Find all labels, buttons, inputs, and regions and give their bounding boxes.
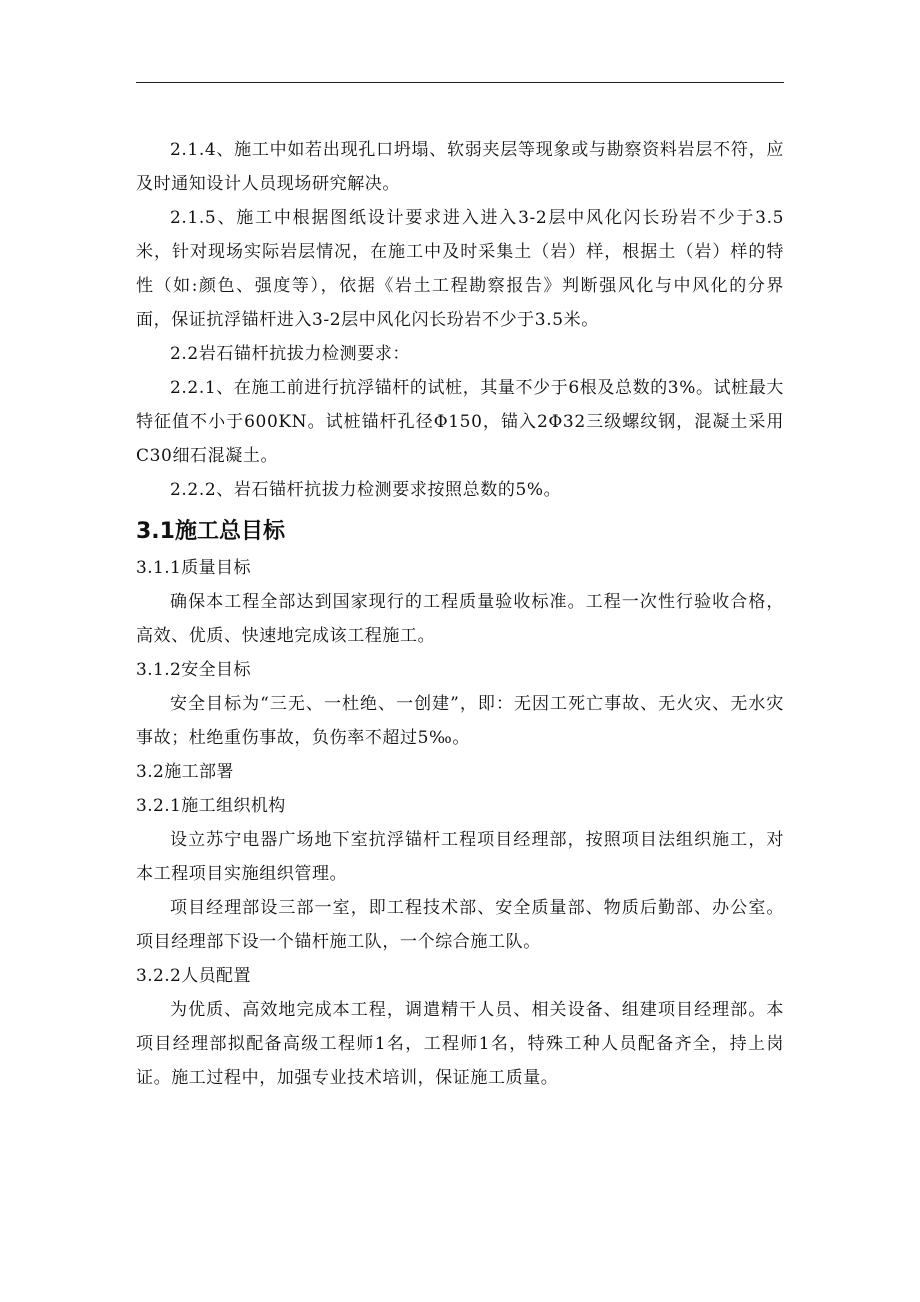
subsection-title-3-1-2: 3.1.2安全目标 xyxy=(136,660,251,680)
subsection-title-3-2-2: 3.2.2人员配置 xyxy=(136,966,251,986)
paragraph-2-1-4: 2.1.4、施工中如若出现孔口坍塌、软弱夹层等现象或与勘察资料岩层不符，应及时通知设计人员现场研究解决。 xyxy=(136,140,784,194)
paragraph-3-1-1: 确保本工程全部达到国家现行的工程质量验收标准。工程一次性行验收合格，高效、优质、快速地完成该工程施工。 xyxy=(136,592,784,646)
paragraph-2-2-1: 2.2.1、在施工前进行抗浮锚杆的试桩，其量不少于6根及总数的3%。试桩最大特征值不小于600KN。试桩锚杆孔径Φ150，锚入2Φ32三级螺纹钢，混凝土采用C30细石混凝土。 xyxy=(136,378,784,466)
paragraph-3-2-1-b: 项目经理部设三部一室，即工程技术部、安全质量部、物质后勤部、办公室。项目经理部下设一个锚杆施工队，一个综合施工队。 xyxy=(136,898,784,952)
paragraph-3-1-2: 安全目标为“三无、一杜绝、一创建”，即：无因工死亡事故、无火灾、无水灾事故；杜绝重伤事故，负伤率不超过5‰。 xyxy=(136,694,784,748)
section-heading-3-1: 3.1施工总目标 xyxy=(136,519,285,544)
header-rule xyxy=(136,82,784,83)
paragraph-2-2-2: 2.2.2、岩石锚杆抗拔力检测要求按照总数的5%。 xyxy=(170,480,562,500)
paragraph-2-1-5: 2.1.5、施工中根据图纸设计要求进入进入3-2层中风化闪长玢岩不少于3.5米，针对现场实际岩层情况，在施工中及时采集土（岩）样，根据土（岩）样的特性（如:颜色、强度等），依据《岩土工程勘察报告》判断强风化与中风化的分界面，保证抗浮锚杆进入3-2层中风化闪长玢岩不少于3.5米。 xyxy=(136,208,784,330)
paragraph-2-2-heading: 2.2岩石锚杆抗拔力检测要求： xyxy=(170,344,411,364)
document-body xyxy=(136,133,784,1095)
subsection-title-3-2: 3.2施工部署 xyxy=(136,762,234,782)
subsection-title-3-2-1: 3.2.1施工组织机构 xyxy=(136,796,286,816)
paragraph-3-2-2: 为优质、高效地完成本工程，调遣精干人员、相关设备、组建项目经理部。本项目经理部拟配备高级工程师1名，工程师1名，特殊工种人员配备齐全，持上岗证。施工过程中，加强专业技术培训，保证施工质量。 xyxy=(136,1000,784,1088)
subsection-title-3-1-1: 3.1.1质量目标 xyxy=(136,558,251,578)
paragraph-3-2-1-a: 设立苏宁电器广场地下室抗浮锚杆工程项目经理部，按照项目法组织施工，对本工程项目实施组织管理。 xyxy=(136,830,784,884)
